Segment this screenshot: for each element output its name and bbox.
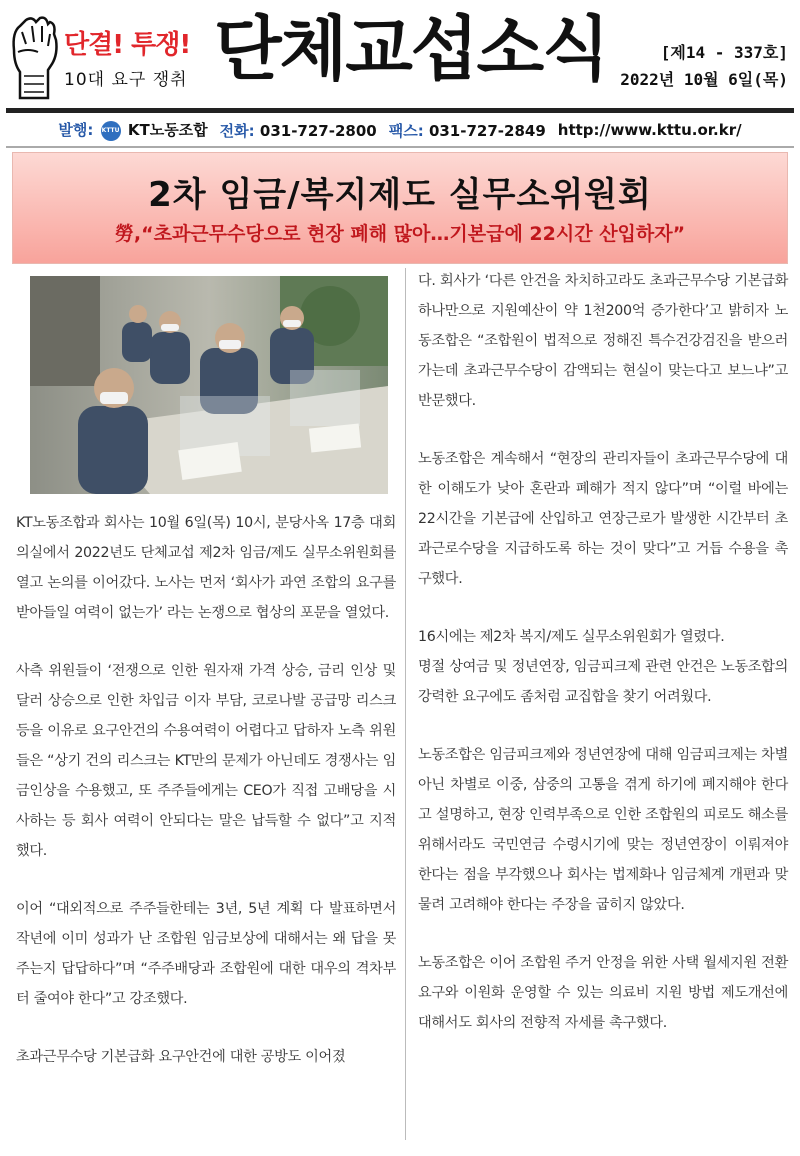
paragraph: 초과근무수당 기본급화 요구안건에 대한 공방도 이어졌	[16, 1049, 346, 1065]
publisher-name: KT노동조합	[127, 121, 208, 140]
paragraph: 16시에는 제2차 복지/제도 실무소위원회가 열렸다.	[418, 629, 725, 645]
paragraph: 노동조합은 이어 조합원 주거 안정을 위한 사택 월세지원 전환요구와 이원화 운영할 수 있는 의료비 지원 방법 제도개선에 대해서도 회사의 전향적 자세를 촉구했다.	[418, 955, 788, 1031]
paragraph: 노동조합은 계속해서 “현장의 관리자들이 초과근무수당에 대한 이해도가 낮아 혼란과 폐해가 적지 않다”며 “이럴 바에는 22시간을 기본급에 산입하고 연장근로가 발생한 시간부터 초과근로수당을 지급하도록 하는 것이 맞다”고 거듭 수용을 촉구했다.	[418, 451, 788, 587]
contact-bar	[0, 114, 800, 146]
paragraph: 사측 위원들이 ‘전쟁으로 인한 원자재 가격 상승, 금리 인상 및 달러 상승으로 인한 차입금 이자 부담, 코로나발 공급망 리스크 등을 이유로 요구안건의 수용여력이 어렵다고 답하자 노측 위원들은 “상기 건의 리스크는 KT만의 문제가 아닌데도 경쟁사는 임금인상을 수용했고, 또 주주들에게는 CEO가 직접 고배당을 시사하는 등 회사 여력이 안되다는 말은 납득할 수 없다”고 지적했다.	[16, 663, 396, 859]
phone-label: 전화:	[219, 121, 255, 140]
masthead-divider	[6, 108, 794, 113]
paragraph: 다. 회사가 ‘다른 안건을 차치하고라도 초과근무수당 기본급화 하나만으로 지원예산이 약 1천200억 증가한다’고 밝히자 노동조합은 “조합원이 법적으로 정해진 특수건강검진을 받으러 가는데 초과근무수당이 감액되는 현실이 맞는다고 보느냐”고 반문했다.	[418, 273, 788, 409]
kttu-logo-icon: KTTU	[101, 121, 121, 141]
paragraph: 노동조합은 임금피크제와 정년연장에 대해 임금피크제는 차별 아닌 차별로 이중, 삼중의 고통을 겪게 하기에 폐지해야 한다고 설명하고, 현장 인력부족으로 인한 조합원의 피로도 해소를 위해서라도 국민연금 수령시기에 맞는 정년연장이 이뤄져야 한다는 점을 부각했으나 회사는 법제화나 임금체계 개편과 맞물려 고려해야 한다는 주장을 굽히지 않았다.	[418, 747, 788, 913]
article-right-column	[418, 266, 788, 1038]
slogan	[64, 24, 190, 90]
masthead	[0, 0, 800, 108]
slogan-main: 단결! 투쟁!	[64, 30, 191, 60]
headline-subtitle: 勞,“초과근무수당으로 현장 폐해 많아…기본급에 22시간 산입하자”	[114, 223, 686, 245]
column-divider	[405, 268, 406, 1140]
slogan-sub: 10대 요구 쟁취	[64, 70, 188, 90]
issue-date: 2022년 10월 6일(목)	[620, 70, 788, 89]
website-link[interactable]: http://www.kttu.or.kr/	[557, 121, 742, 139]
issue-number: [제14 - 337호]	[660, 43, 788, 62]
meeting-photo-illustration	[30, 276, 388, 494]
paragraph: 이어 “대외적으로 주주들한테는 3년, 5년 계획 다 발표하면서 작년에 이미 성과가 난 조합원 임금보상에 대해서는 왜 답을 못 주는지 답답하다”며 “주주배당과 조합원에 대한 대우의 격차부터 줄여야 한다”고 강조했다.	[16, 901, 396, 1007]
contact-divider	[6, 146, 794, 148]
headline-box	[12, 152, 788, 264]
fax-label: 팩스:	[388, 121, 424, 140]
newsletter-title: 단체교섭소식	[214, 8, 608, 90]
meeting-photo	[30, 276, 388, 494]
raised-fist-icon	[4, 10, 60, 100]
paragraph: KT노동조합과 회사는 10월 6일(목) 10시, 분당사옥 17층 대회의실에서 2022년도 단체교섭 제2차 임금/제도 실무소위원회를 열고 논의를 이어갔다. 노사는 먼저 ‘회사가 과연 조합의 요구를 받아들일 여력이 없는가’ 라는 논쟁으로 협상의 포문을 열었다.	[16, 515, 396, 621]
headline-title: 2차 임금/복지제도 실무소위원회	[148, 175, 652, 215]
article-left-column	[16, 508, 396, 1072]
publisher-label: 발행:	[58, 121, 94, 140]
paragraph: 명절 상여금 및 정년연장, 임금피크제 관련 안건은 노동조합의 강력한 요구에도 좀처럼 교집합을 찾기 어려웠다.	[418, 659, 788, 705]
issue-info	[620, 40, 788, 90]
phone-number: 031-727-2800	[259, 121, 377, 140]
fax-number: 031-727-2849	[428, 121, 546, 140]
